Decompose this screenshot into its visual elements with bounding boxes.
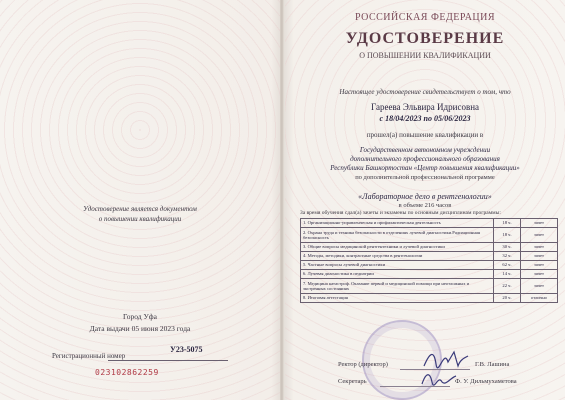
table-row [301,228,558,243]
subject-grade: зачет [521,243,558,252]
subject-grade: зачет [521,279,558,294]
table-row [301,261,558,270]
subject-title: 2. Охрана труда и техника безопасности в отделениях лучевой диагностики.Радиационная безопасность [301,228,494,243]
secretary-name: Ф. У. Дильмухаметова [455,378,517,385]
table-row [301,270,558,279]
serial-number: 023102862259 [95,368,159,377]
holder-name: Гареева Эльвира Идрисовна [370,102,480,112]
subject-title: 1. Организационно-управленческая и профилактическая деятельность [301,219,494,228]
reg-number-underline [108,360,228,361]
subject-hours: 18 ч. [494,228,521,243]
subject-title: 4. Методы, методики, контрастные средства в рентгенологии [301,252,494,261]
left-page-watermark [0,0,282,400]
issue-city: Город Уфа [123,312,157,321]
subject-grade: зачет [521,270,558,279]
subject-title: 3. Общие вопросы медицинской рентгентехники и лучевой диагностики [301,243,494,252]
reg-number-label: Регистрационный номер [52,352,126,360]
secretary-label: Секретарь [338,378,367,385]
subject-title: 6. Лучевая диагностика в педиатрии [301,270,494,279]
subject-hours: 32 ч. [494,252,521,261]
program-label: по дополнительной профессиональной программе [355,174,495,181]
subject-hours: 22 ч. [494,279,521,294]
subject-hours: 18 ч. [494,219,521,228]
subject-hours: 30 ч. [494,243,521,252]
study-dates: с 18/04/2023 по 05/06/2023 [379,114,471,123]
subject-hours: 20 ч. [494,294,521,303]
subject-title: 5. Частные вопросы лучевой диагностики [301,261,494,270]
country-header: РОССИЙСКАЯ ФЕДЕРАЦИЯ [354,12,496,23]
document-subtitle: О ПОВЫШЕНИИ КВАЛИФИКАЦИИ [359,51,491,60]
table-row [301,243,558,252]
subject-grade: отлично [521,294,558,303]
table-row [301,252,558,261]
reg-number: У23-5075 [170,345,203,354]
subject-grade: зачет [521,252,558,261]
rector-label: Ректор (директор) [338,361,388,368]
left-note-line1: Удостоверение является документом [83,205,197,213]
table-row [301,219,558,228]
course-volume: в объеме 216 часов [398,202,452,209]
table-caption: За время обучения сдал(а) зачеты и экзамены по основным дисциплинам программы: [300,210,501,216]
page-fold [280,0,284,400]
left-note-line2: о повышении квалификации [98,215,182,223]
course-name: «Лабораторное дело в рентгенологии» [358,192,492,201]
subject-grade: зачет [521,261,558,270]
secretary-signature [418,368,458,390]
subject-title: 7. Медицина катастроф. Оказание первой и медицинской помощи при неотложных и экстренных состояниях [301,279,494,294]
rector-name: Г.В. Лашина [475,361,510,368]
table-row [301,279,558,294]
organization-line3: Республики Башкортостан «Центр повышения квалификации» [330,164,520,172]
passed-text: прошел(а) повышение квалификации в [366,131,484,139]
organization-line1: Государственном автономном учреждении [359,146,491,154]
subject-grade: зачет [521,228,558,243]
subjects-table [300,218,558,303]
subject-title: 8. Итоговая аттестация [301,294,494,303]
organization-line2: дополнительного профессионального образования [350,155,500,163]
subject-grade: зачет [521,219,558,228]
subject-hours: 62 ч. [494,261,521,270]
subject-hours: 14 ч. [494,270,521,279]
table-row [301,294,558,303]
document-title: УДОСТОВЕРЕНИЕ [345,30,505,47]
issue-date: Дата выдачи 05 июня 2023 года [89,324,191,333]
intro-text: Настоящее удостоверение свидетельствует о том, что [339,88,511,96]
